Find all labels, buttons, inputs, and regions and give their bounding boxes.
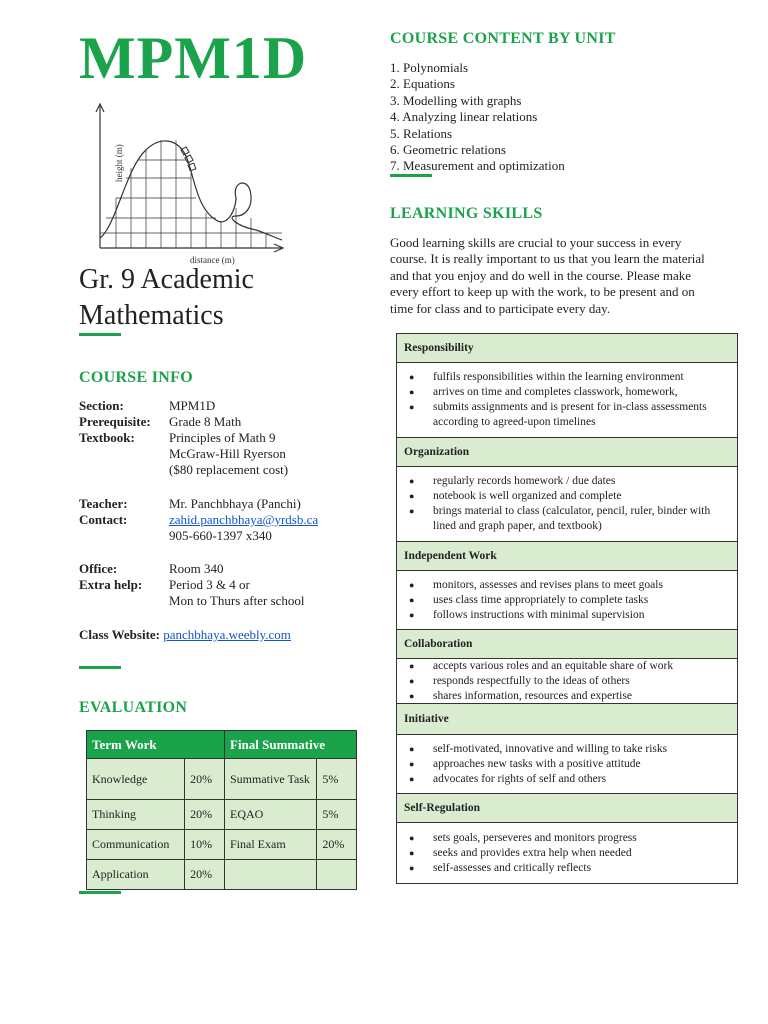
eval-percent: 5%	[317, 800, 357, 830]
extra-help-value-1: Period 3 & 4 or	[169, 577, 250, 592]
unit-item: 7. Measurement and optimization	[390, 158, 565, 174]
learning-skills-table	[396, 333, 738, 884]
skill-item: ● accepts various roles and an equitable share of work	[433, 659, 731, 674]
skill-item: ● responds respectfully to the ideas of others	[433, 674, 731, 689]
skill-item: ● uses class time appropriately to complete tasks	[433, 593, 731, 608]
skill-item: ● approaches new tasks with a positive attitude	[433, 757, 731, 772]
skill-header-responsibility: Responsibility	[397, 334, 737, 363]
roller-coaster-sketch	[86, 98, 286, 268]
skill-item: ● regularly records homework / due dates	[433, 474, 731, 489]
eval-cell: EQAO	[225, 800, 317, 830]
skill-item: ● monitors, assesses and revises plans to meet goals	[433, 578, 731, 593]
prereq-label: Prerequisite:	[79, 414, 151, 429]
extra-help-label: Extra help:	[79, 577, 143, 592]
eval-cell: Summative Task	[225, 759, 317, 800]
textbook-value-1: Principles of Math 9	[169, 430, 276, 445]
class-website-row	[79, 627, 291, 643]
skill-header-collaboration: Collaboration	[397, 630, 737, 659]
section-value: MPM1D	[169, 398, 216, 413]
skill-item: ● fulfils responsibilities within the learning environment	[433, 370, 731, 385]
evaluation-table	[86, 730, 357, 890]
course-subtitle: Gr. 9 Academic Mathematics	[79, 264, 254, 331]
textbook-value-2: McGraw-Hill Ryerson	[169, 446, 286, 461]
unit-item: 1. Polynomials	[390, 60, 469, 75]
email-link[interactable]: zahid.panchbhaya@yrdsb.ca	[169, 512, 319, 527]
eval-cell: Knowledge	[87, 759, 185, 800]
teacher-value: Mr. Panchbhaya (Panchi)	[169, 496, 301, 511]
teacher-label: Teacher:	[79, 496, 128, 511]
term-work-header: Term Work	[87, 731, 225, 759]
skill-item: ● seeks and provides extra help when needed	[433, 846, 731, 861]
website-link[interactable]: panchbhaya.weebly.com	[163, 627, 291, 642]
skill-body-self-regulation	[397, 823, 737, 883]
skill-header-initiative: Initiative	[397, 704, 737, 735]
learning-skills-heading: LEARNING SKILLS	[390, 205, 543, 222]
skill-body-responsibility	[397, 363, 737, 438]
eval-percent: 10%	[185, 830, 225, 860]
skill-body-independent-work	[397, 571, 737, 630]
eval-percent: 5%	[317, 759, 357, 800]
skill-item: ● sets goals, perseveres and monitors progress	[433, 831, 731, 846]
eval-percent: 20%	[185, 759, 225, 800]
unit-item: 2. Equations	[390, 76, 455, 92]
skill-body-organization	[397, 467, 737, 542]
eval-percent	[317, 860, 357, 890]
evaluation-accent-bar	[79, 891, 121, 894]
office-label: Office:	[79, 561, 118, 576]
contact-label: Contact:	[79, 512, 128, 527]
skill-item: ● notebook is well organized and complete	[433, 489, 731, 504]
skill-item: ● arrives on time and completes classwork, homework,	[433, 385, 731, 400]
eval-cell: Thinking	[87, 800, 185, 830]
office-value: Room 340	[169, 561, 224, 576]
skill-item: ● self-assesses and critically reflects	[433, 861, 731, 876]
course-code-title: MPM1D	[79, 25, 308, 91]
skill-item: ● brings material to class (calculator, pencil, ruler, binder with lined and graph paper, and textbook)	[433, 504, 731, 534]
phone-value: 905-660-1397 x340	[169, 528, 272, 543]
skill-item: ● advocates for rights of self and others	[433, 772, 731, 787]
sketch-x-label: distance (m)	[190, 255, 235, 265]
evaluation-heading: EVALUATION	[79, 699, 188, 716]
unit-item: 6. Geometric relations	[390, 142, 506, 158]
unit-list	[390, 60, 565, 175]
skill-body-collaboration	[397, 659, 737, 704]
eval-cell: Final Exam	[225, 830, 317, 860]
skill-header-independent-work: Independent Work	[397, 542, 737, 571]
info-accent-bar	[79, 666, 121, 669]
prereq-value: Grade 8 Math	[169, 414, 242, 429]
skill-item: ● follows instructions with minimal supervision	[433, 608, 731, 623]
unit-item: 5. Relations	[390, 125, 453, 141]
sketch-y-label: height (m)	[114, 144, 124, 182]
eval-percent: 20%	[185, 800, 225, 830]
eval-cell: Application	[87, 860, 185, 890]
eval-percent: 20%	[317, 830, 357, 860]
skill-header-organization: Organization	[397, 438, 737, 467]
eval-cell	[225, 860, 317, 890]
eval-cell: Communication	[87, 830, 185, 860]
textbook-label: Textbook:	[79, 430, 135, 445]
skill-item: ● self-motivated, innovative and willing to take risks	[433, 742, 731, 757]
learning-skills-intro: Good learning skills are crucial to your success in every course. It is really important to us that you learn the material and that you enjoy and do well in the course. Please make every effort to keep up with the work, to be present and on time for class and to participate every day.	[390, 235, 705, 316]
textbook-value-3: ($80 replacement cost)	[169, 462, 289, 477]
content-accent-bar	[390, 174, 432, 177]
skill-item: ● shares information, resources and expertise	[433, 689, 731, 704]
skill-header-self-regulation: Self-Regulation	[397, 794, 737, 823]
course-content-heading: COURSE CONTENT BY UNIT	[390, 30, 616, 47]
website-label: Class Website:	[79, 627, 161, 642]
subtitle-accent-bar	[79, 333, 121, 336]
skill-body-initiative	[397, 735, 737, 794]
skill-item: ● submits assignments and is present for in-class assessments according to agreed-upon timelines	[433, 400, 731, 430]
unit-item: 4. Analyzing linear relations	[390, 109, 538, 125]
unit-item: 3. Modelling with graphs	[390, 92, 522, 108]
eval-percent: 20%	[185, 860, 225, 890]
final-summative-header: Final Summative	[225, 731, 357, 759]
course-info-heading: COURSE INFO	[79, 369, 193, 386]
section-label: Section:	[79, 398, 124, 413]
extra-help-value-2: Mon to Thurs after school	[169, 593, 305, 608]
